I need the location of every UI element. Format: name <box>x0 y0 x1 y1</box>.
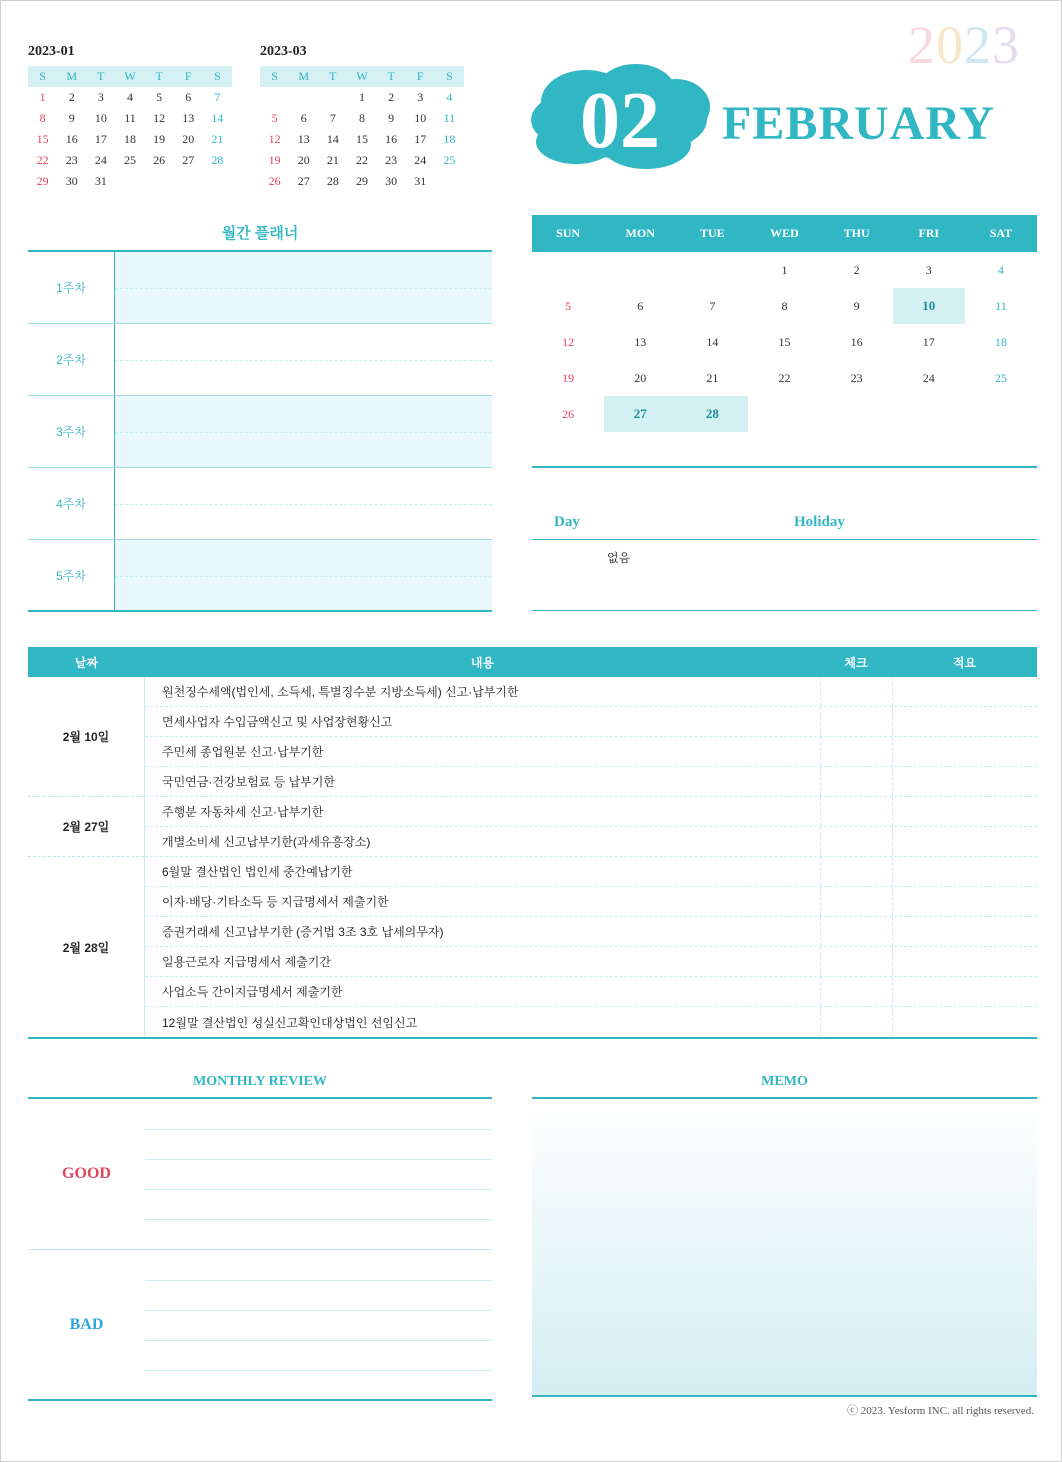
mini-day: 16 <box>65 132 78 146</box>
mini-day: 4 <box>126 90 133 104</box>
mini-day: 21 <box>326 153 339 167</box>
check-cell[interactable] <box>820 827 892 856</box>
memo-title: MEMO <box>761 1074 808 1089</box>
calendar-day[interactable]: 13 <box>634 334 647 349</box>
mini-day: 11 <box>443 111 456 125</box>
mini-day: 15 <box>36 132 49 146</box>
mini-day: 20 <box>182 132 195 146</box>
mini-day: 8 <box>358 111 365 125</box>
check-cell[interactable] <box>820 1007 892 1037</box>
mini-calendar-weekdays <box>28 66 232 87</box>
calendar-day[interactable]: 5 <box>565 298 572 313</box>
header-date: 날짜 <box>74 655 99 670</box>
calendar-day[interactable]: 25 <box>994 370 1007 385</box>
weekday-label: F <box>416 69 424 83</box>
header-check: 체크 <box>844 655 868 670</box>
week-label: 3주차 <box>28 396 115 467</box>
mini-day: 30 <box>65 174 78 188</box>
calendar-day[interactable]: 12 <box>562 334 575 349</box>
calendar-day[interactable]: 19 <box>562 370 575 385</box>
item-text: 국민연금·건강보험료 등 납부기한 <box>162 775 335 789</box>
empty-day <box>260 87 289 108</box>
header-note: 적요 <box>952 655 977 670</box>
mini-calendar-prev <box>28 44 232 192</box>
table-row <box>145 827 1037 857</box>
weekday-label: T <box>155 69 163 83</box>
check-cell[interactable] <box>820 977 892 1006</box>
mini-calendar-days <box>260 87 464 192</box>
calendar-day[interactable]: 28 <box>676 396 748 432</box>
weekday-label: W <box>124 69 136 83</box>
mini-day: 25 <box>123 153 136 167</box>
note-cell[interactable] <box>892 797 1037 826</box>
check-cell[interactable] <box>820 947 892 976</box>
item-text: 6월말 결산법인 법인세 중간예납기한 <box>162 865 353 879</box>
note-cell[interactable] <box>892 767 1037 796</box>
holiday-value: 없음 <box>607 551 631 565</box>
calendar-day[interactable]: 15 <box>778 334 791 349</box>
mini-day: 2 <box>388 90 395 104</box>
weekday-label: T <box>387 69 395 83</box>
calendar-day[interactable]: 16 <box>850 334 863 349</box>
mini-day: 13 <box>182 111 195 125</box>
calendar-day[interactable]: 10 <box>893 288 965 324</box>
empty-day <box>532 252 604 288</box>
table-row <box>145 917 1037 947</box>
mini-day: 9 <box>388 111 395 125</box>
table-row <box>145 677 1037 707</box>
review-bad-section[interactable] <box>28 1249 492 1399</box>
week-row <box>28 252 492 324</box>
weekday-label: S <box>446 69 453 83</box>
check-cell[interactable] <box>820 737 892 766</box>
mini-day: 4 <box>446 90 453 104</box>
item-text: 12월말 결산법인 성실신고확인대상법인 선임신고 <box>162 1015 418 1030</box>
mini-day: 14 <box>326 132 339 146</box>
mini-day: 7 <box>214 90 221 104</box>
mini-day: 29 <box>36 174 49 188</box>
weekday-label: S <box>39 69 46 83</box>
item-text: 이자·배당·기타소득 등 지급명세서 제출기한 <box>162 895 389 909</box>
table-row <box>145 767 1037 797</box>
mini-day: 29 <box>355 174 368 188</box>
mini-day: 10 <box>414 111 427 125</box>
calendar-day[interactable]: 20 <box>634 370 647 385</box>
weekday-label: T <box>97 69 105 83</box>
calendar-day[interactable]: 3 <box>925 262 932 277</box>
check-cell[interactable] <box>820 677 892 706</box>
mini-day: 22 <box>355 153 368 167</box>
copyright-text: ⓒ 2023. Yesform INC. all rights reserved. <box>847 1405 1034 1417</box>
holiday-name-label: Holiday <box>794 514 845 530</box>
mini-day: 1 <box>39 90 46 104</box>
check-cell[interactable] <box>820 917 892 946</box>
mini-day: 24 <box>414 153 427 167</box>
weekday-header: TUE <box>700 226 725 240</box>
mini-day: 12 <box>268 132 281 146</box>
mini-day: 22 <box>36 153 49 167</box>
mini-day: 3 <box>97 90 104 104</box>
table-row <box>145 947 1037 977</box>
mini-day: 7 <box>329 111 336 125</box>
mini-day: 28 <box>326 174 339 188</box>
mini-day: 16 <box>385 132 398 146</box>
calendar-day[interactable]: 7 <box>709 298 716 313</box>
note-cell[interactable] <box>892 707 1037 736</box>
note-cell[interactable] <box>892 677 1037 706</box>
mini-day: 15 <box>355 132 368 146</box>
review-bad-label: BAD <box>69 1315 104 1333</box>
week-row <box>28 396 492 468</box>
monthly-review-title: MONTHLY REVIEW <box>193 1074 327 1089</box>
mini-day: 26 <box>153 153 166 167</box>
month-number: 02 <box>580 77 660 165</box>
weekday-header: MON <box>625 226 655 240</box>
weekday-label: T <box>329 69 337 83</box>
item-text: 증권거래세 신고납부기한 (증거법 3조 3호 납세의무자) <box>162 925 444 939</box>
mini-calendar-title: 2023-03 <box>260 44 307 59</box>
calendar-day[interactable]: 24 <box>922 370 935 385</box>
weekday-label: M <box>298 69 310 83</box>
calendar-day[interactable]: 11 <box>995 298 1007 313</box>
mini-day: 2 <box>68 90 75 104</box>
note-cell[interactable] <box>892 857 1037 886</box>
weekday-label: F <box>184 69 192 83</box>
header-description: 내용 <box>470 655 495 670</box>
week-row <box>28 540 492 612</box>
week-notes[interactable] <box>115 540 492 610</box>
item-text: 면세사업자 수입금액신고 및 사업장현황신고 <box>162 715 393 729</box>
item-text: 개별소비세 신고납부기한(과세유흥장소) <box>162 835 371 849</box>
weekday-header: THU <box>843 226 870 240</box>
mini-day: 5 <box>156 90 163 104</box>
calendar-day[interactable]: 17 <box>922 334 935 349</box>
calendar-day[interactable]: 2 <box>853 262 860 277</box>
empty-day <box>604 252 676 288</box>
item-text: 원천징수세액(법인세, 소득세, 특별징수분 지방소득세) 신고·납부기한 <box>162 685 519 699</box>
review-good-section[interactable] <box>28 1099 492 1249</box>
table-row <box>145 737 1037 767</box>
month-name: FEBRUARY <box>722 97 995 150</box>
week-notes[interactable] <box>115 396 492 467</box>
mini-day: 31 <box>94 174 107 188</box>
note-cell[interactable] <box>892 827 1037 856</box>
check-cell[interactable] <box>820 707 892 736</box>
mini-day: 10 <box>94 111 107 125</box>
mini-day: 19 <box>268 153 281 167</box>
mini-day: 1 <box>358 90 365 104</box>
calendar-day[interactable]: 6 <box>637 298 644 313</box>
holiday-header <box>532 510 1037 540</box>
mini-day: 25 <box>443 153 456 167</box>
weekly-planner-title: 월간 플래너 <box>221 225 299 242</box>
year-watermark: 2023 <box>908 15 1020 75</box>
mini-day: 18 <box>123 132 136 146</box>
mini-day: 17 <box>414 132 427 146</box>
mini-day: 8 <box>39 111 46 125</box>
item-text: 주행분 자동차세 신고·납부기한 <box>162 805 324 819</box>
week-notes[interactable] <box>115 468 492 539</box>
mini-day: 27 <box>182 153 195 167</box>
mini-day: 30 <box>385 174 398 188</box>
table-body <box>28 677 1037 1039</box>
mini-day: 31 <box>414 174 427 188</box>
mini-day: 18 <box>443 132 456 146</box>
week-label: 1주차 <box>28 252 115 323</box>
mini-day: 26 <box>268 174 281 188</box>
weekday-label: S <box>271 69 278 83</box>
mini-day: 13 <box>297 132 310 146</box>
calendar-day[interactable]: 9 <box>853 298 860 313</box>
note-cell[interactable] <box>892 947 1037 976</box>
item-text: 일용근로자 지급명세서 제출기간 <box>162 955 331 969</box>
month-calendar <box>532 215 1037 432</box>
calendar-day[interactable]: 26 <box>562 406 575 421</box>
week-label: 2주차 <box>28 324 115 395</box>
table-row <box>145 887 1037 917</box>
mini-calendar-next <box>260 44 464 192</box>
table-row <box>145 1007 1037 1037</box>
weekday-label: M <box>66 69 78 83</box>
table-row <box>145 797 1037 827</box>
empty-day <box>289 87 318 108</box>
date-cell: 2월 28일 <box>62 940 110 955</box>
calendar-day[interactable]: 21 <box>706 370 719 385</box>
week-label: 5주차 <box>28 540 115 610</box>
week-label: 4주차 <box>28 468 115 539</box>
calendar-day[interactable]: 8 <box>781 298 788 313</box>
check-cell[interactable] <box>820 887 892 916</box>
table-header <box>28 647 1037 677</box>
week-notes[interactable] <box>115 252 492 323</box>
mini-day: 28 <box>211 153 224 167</box>
monthly-review <box>28 1097 492 1401</box>
mini-calendar-weekdays <box>260 66 464 87</box>
note-cell[interactable] <box>892 1007 1037 1037</box>
week-row <box>28 468 492 540</box>
table-row <box>145 857 1037 887</box>
calendar-day[interactable]: 18 <box>994 334 1007 349</box>
calendar-day[interactable]: 23 <box>850 370 863 385</box>
mini-day: 14 <box>211 111 224 125</box>
weekday-header: FRI <box>918 226 940 240</box>
calendar-grid <box>532 252 1037 432</box>
holiday-bottom-rule <box>532 610 1037 611</box>
date-cell: 2월 10일 <box>28 677 144 797</box>
note-cell[interactable] <box>892 737 1037 766</box>
check-cell[interactable] <box>820 857 892 886</box>
mini-day: 9 <box>68 111 75 125</box>
mini-day: 6 <box>185 90 192 104</box>
mini-day: 23 <box>385 153 398 167</box>
weekday-label: S <box>214 69 221 83</box>
calendar-day[interactable]: 1 <box>781 262 788 277</box>
weekday-header: SUN <box>556 226 581 240</box>
calendar-day[interactable]: 14 <box>706 334 719 349</box>
table-row <box>145 707 1037 737</box>
memo-area[interactable] <box>532 1097 1037 1397</box>
holiday-day-label: Day <box>554 514 580 530</box>
note-cell[interactable] <box>892 917 1037 946</box>
mini-day: 3 <box>417 90 424 104</box>
review-good-label: GOOD <box>62 1165 111 1182</box>
check-cell[interactable] <box>820 797 892 826</box>
calendar-bottom-rule <box>532 466 1037 468</box>
calendar-day[interactable]: 22 <box>778 370 791 385</box>
mini-day: 27 <box>297 174 310 188</box>
weekday-header: WED <box>770 226 799 240</box>
weekday-header: SAT <box>989 226 1013 240</box>
weekly-planner <box>28 250 492 612</box>
mini-day: 11 <box>124 111 136 125</box>
mini-day: 6 <box>300 111 307 125</box>
date-column <box>28 677 144 1037</box>
item-rows <box>144 677 1037 1037</box>
item-text: 주민세 종업원분 신고·납부기한 <box>162 745 324 759</box>
mini-day: 12 <box>153 111 166 125</box>
mini-day: 20 <box>297 153 310 167</box>
table-row <box>145 977 1037 1007</box>
weekday-label: W <box>356 69 368 83</box>
calendar-day[interactable]: 27 <box>604 396 676 432</box>
item-text: 사업소득 간이지급명세서 제출기한 <box>162 985 343 999</box>
mini-day: 19 <box>153 132 166 146</box>
empty-day <box>318 87 347 108</box>
check-cell[interactable] <box>820 767 892 796</box>
mini-day: 5 <box>271 111 278 125</box>
mini-day: 24 <box>94 153 107 167</box>
calendar-day[interactable]: 4 <box>997 262 1004 277</box>
week-row <box>28 324 492 396</box>
mini-day: 17 <box>94 132 107 146</box>
week-notes[interactable] <box>115 324 492 395</box>
mini-day: 21 <box>211 132 224 146</box>
mini-calendar-days <box>28 87 232 192</box>
empty-day <box>676 252 748 288</box>
mini-day: 23 <box>65 153 78 167</box>
tax-schedule-table <box>28 647 1037 1039</box>
note-cell[interactable] <box>892 977 1037 1006</box>
calendar-weekday-header <box>532 215 1037 252</box>
note-cell[interactable] <box>892 887 1037 916</box>
mini-calendar-title: 2023-01 <box>28 44 75 59</box>
date-cell: 2월 27일 <box>28 797 144 857</box>
